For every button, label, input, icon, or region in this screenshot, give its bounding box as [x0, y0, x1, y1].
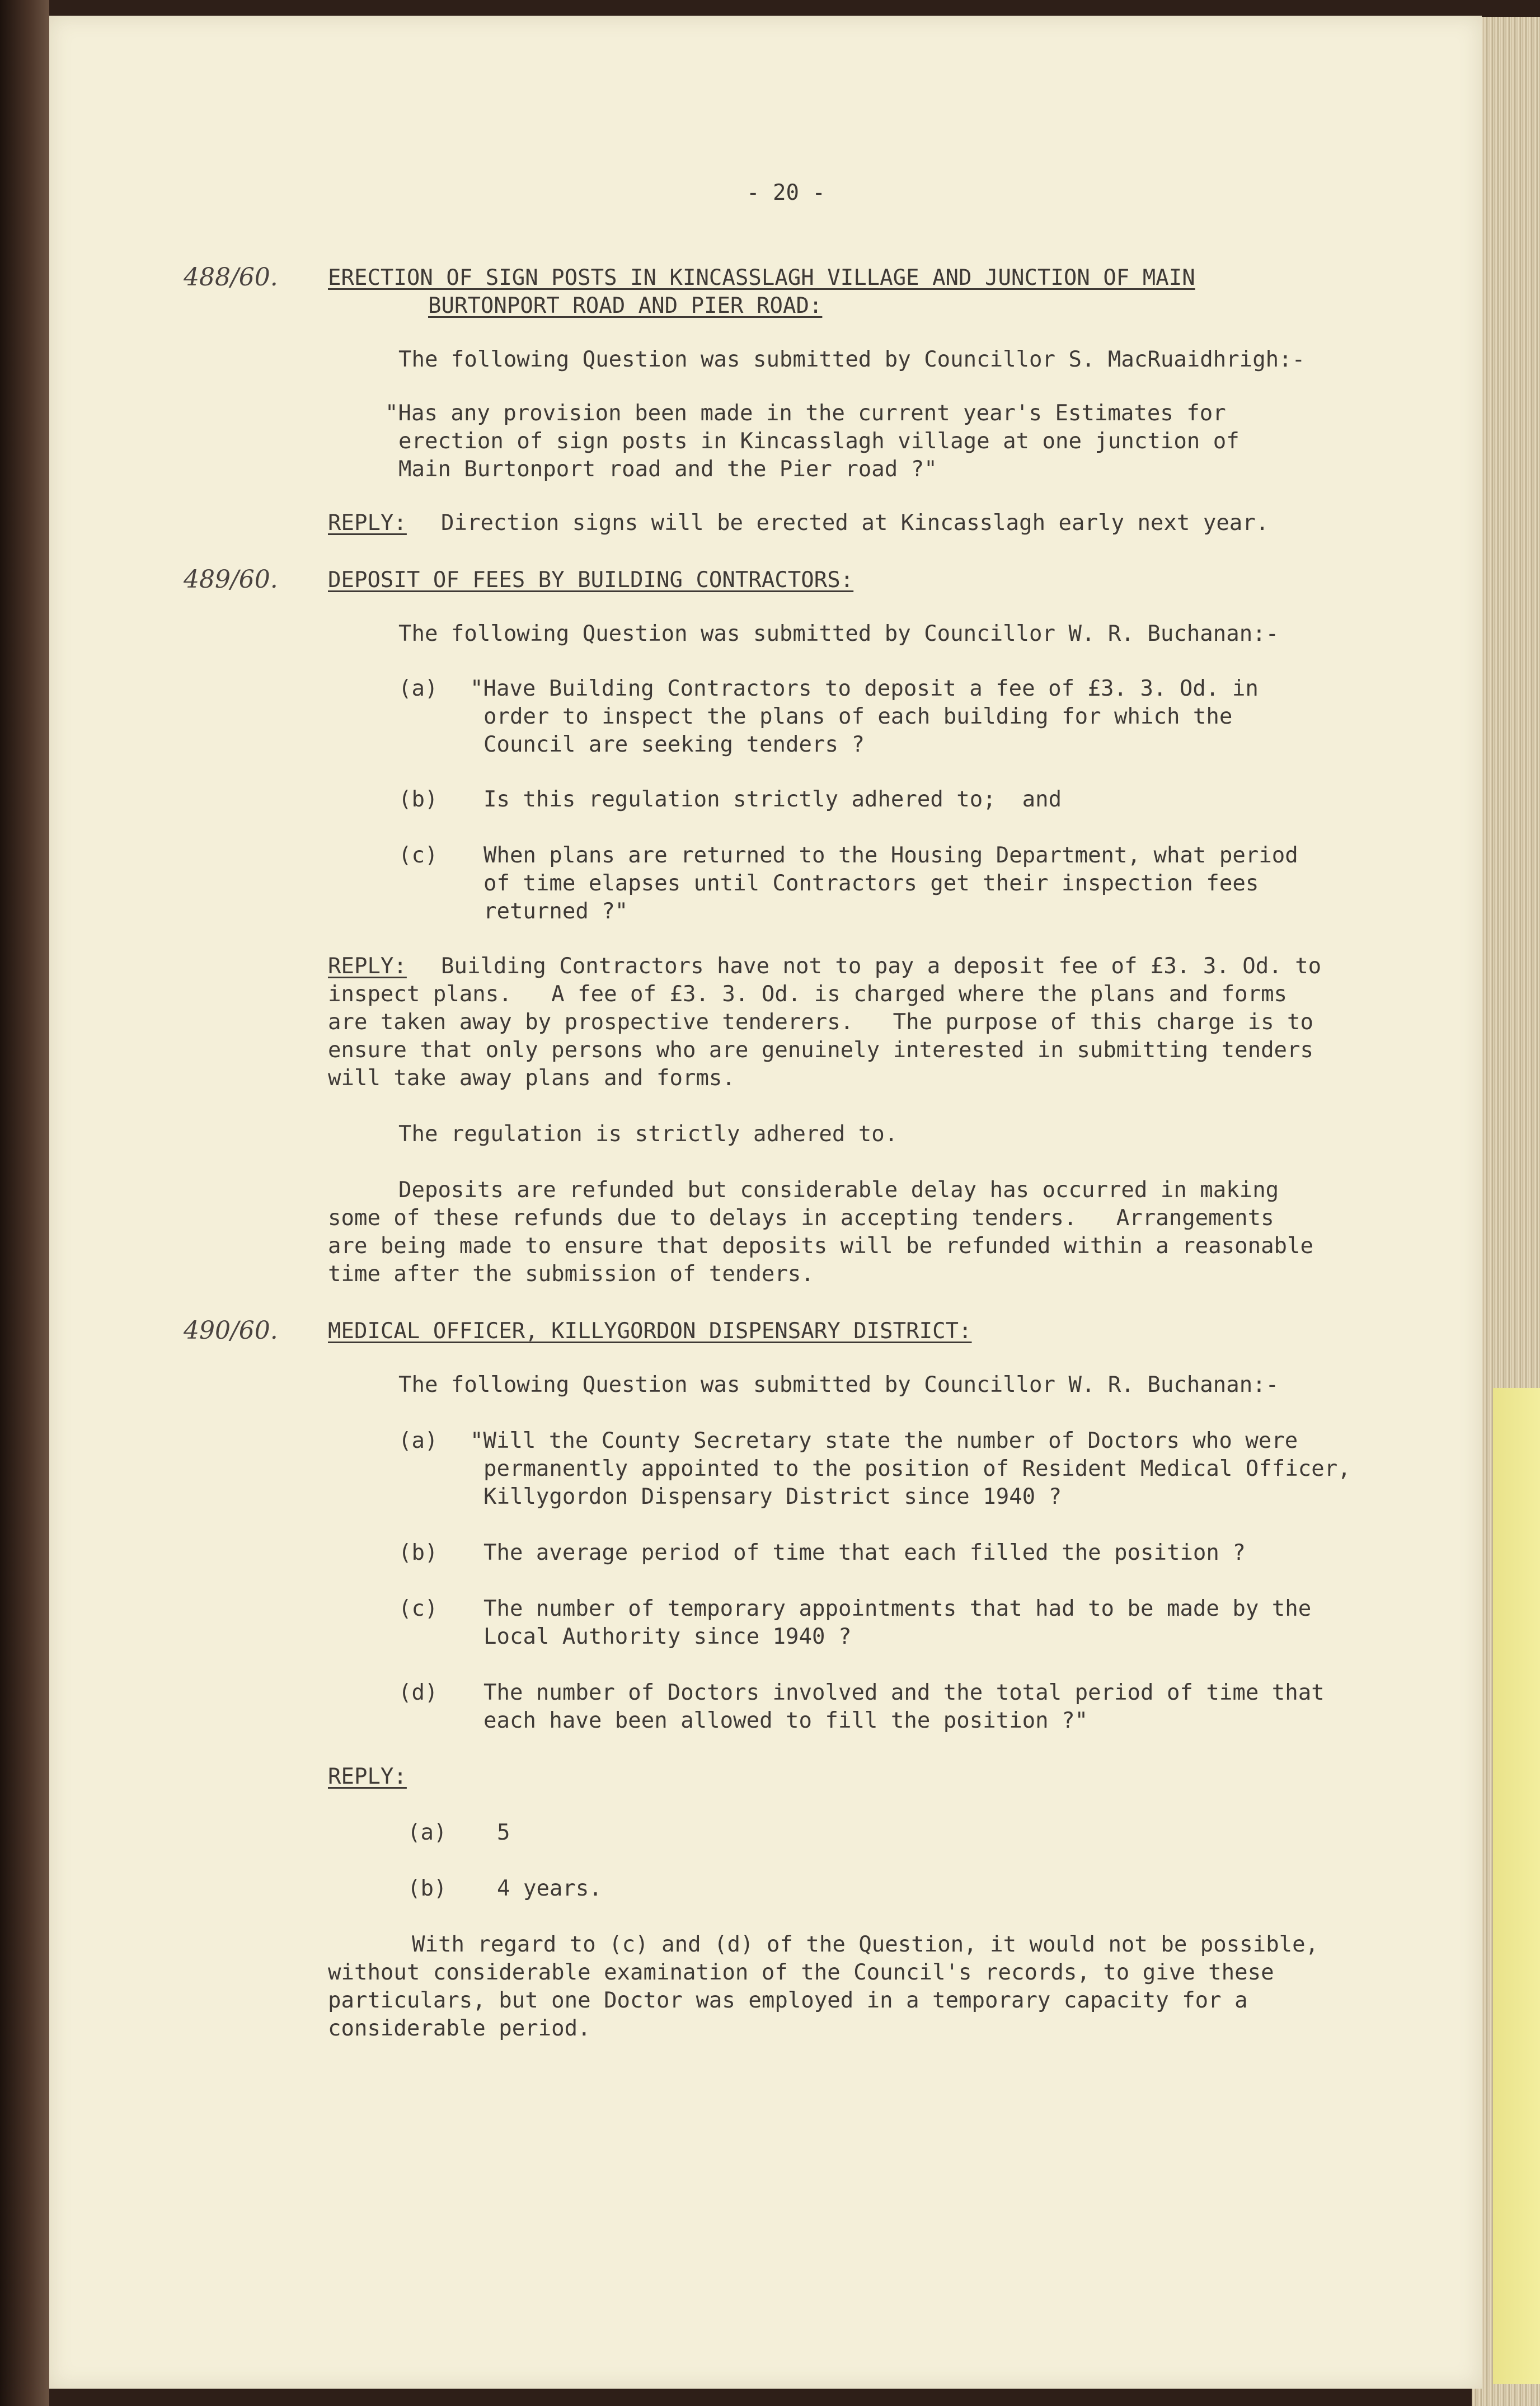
item-heading-490: MEDICAL OFFICER, KILLYGORDON DISPENSARY DISTRICT: — [328, 1319, 972, 1344]
item-intro-489: The following Question was submitted by Councillor W. R. Buchanan:- — [398, 621, 1279, 646]
reply-label: REPLY: — [328, 510, 407, 536]
part-line: Local Authority since 1940 ? — [483, 1624, 852, 1649]
part-label: (b) — [398, 1540, 438, 1565]
reply-line: are taken away by prospective tenderers. The purpose of this charge is to — [328, 1010, 1313, 1035]
part-line: "Have Building Contractors to deposit a fee of £3. 3. Od. in — [470, 676, 1259, 701]
question-line: Main Burtonport road and the Pier road ?" — [398, 457, 937, 482]
item-number-490: 490/60. — [184, 1316, 278, 1345]
closing-line: considerable period. — [328, 2016, 591, 2041]
part-line: Killygordon Dispensary District since 1940 ? — [483, 1484, 1062, 1509]
reply-line: are being made to ensure that deposits will be refunded within a reasonable — [328, 1234, 1313, 1259]
reply-line: some of these refunds due to delays in accepting tenders. Arrangements — [328, 1206, 1274, 1231]
part-line: The average period of time that each filled the position ? — [483, 1540, 1246, 1565]
yellow-page-tab — [1493, 1388, 1540, 2384]
reply-text: Direction signs will be erected at Kincasslagh early next year. — [441, 510, 1269, 536]
part-label: (c) — [398, 843, 438, 868]
book-binding — [0, 0, 49, 2406]
question-line: erection of sign posts in Kincasslagh village at one junction of — [398, 429, 1239, 454]
closing-line: particulars, but one Doctor was employed in a temporary capacity for a — [328, 1988, 1248, 2013]
item-intro-490: The following Question was submitted by Councillor W. R. Buchanan:- — [398, 1372, 1279, 1397]
part-line: The number of temporary appointments that had to be made by the — [483, 1596, 1312, 1621]
part-label: (b) — [398, 787, 438, 812]
part-label: (a) — [398, 1428, 438, 1453]
item-heading-488: ERECTION OF SIGN POSTS IN KINCASSLAGH VILLAGE AND JUNCTION OF MAIN — [328, 265, 1195, 290]
part-line: The number of Doctors involved and the total period of time that — [483, 1680, 1325, 1705]
part-line: each have been allowed to fill the position ?" — [483, 1708, 1088, 1733]
reply-line: time after the submission of tenders. — [328, 1261, 814, 1287]
part-line: order to inspect the plans of each building for which the — [483, 704, 1233, 729]
item-number-488: 488/60. — [184, 263, 278, 292]
item-number-489: 489/60. — [184, 565, 278, 594]
part-label: (d) — [398, 1680, 438, 1705]
reply-label: REPLY: — [328, 1764, 407, 1789]
part-line: Is this regulation strictly adhered to; and — [483, 787, 1062, 812]
part-line: "Will the County Secretary state the number of Doctors who were — [470, 1428, 1298, 1453]
part-label: (c) — [398, 1596, 438, 1621]
part-line: permanently appointed to the position of Resident Medical Officer, — [483, 1456, 1351, 1481]
answer-value: 5 — [497, 1820, 510, 1845]
document-page — [49, 16, 1482, 2389]
answer-label: (a) — [407, 1820, 447, 1845]
reply-line: inspect plans. A fee of £3. 3. Od. is charged where the plans and forms — [328, 982, 1288, 1007]
reply-label: REPLY: — [328, 954, 407, 979]
answer-label: (b) — [407, 1876, 447, 1901]
reply-text: Building Contractors have not to pay a deposit fee of £3. 3. Od. to — [441, 954, 1322, 979]
reply-paragraph: The regulation is strictly adhered to. — [398, 1122, 898, 1147]
part-line: returned ?" — [483, 899, 628, 924]
question-line: "Has any provision been made in the current year's Estimates for — [385, 401, 1226, 426]
item-intro-488: The following Question was submitted by Councillor S. MacRuaidhrigh:- — [398, 347, 1306, 372]
closing-line: With regard to (c) and (d) of the Question, it would not be possible, — [412, 1932, 1319, 1957]
page-number: - 20 - — [746, 180, 825, 205]
reply-line: Deposits are refunded but considerable delay has occurred in making — [398, 1178, 1279, 1203]
answer-value: 4 years. — [497, 1876, 602, 1901]
part-label: (a) — [398, 676, 438, 701]
reply-line: will take away plans and forms. — [328, 1066, 735, 1091]
item-heading-489: DEPOSIT OF FEES BY BUILDING CONTRACTORS: — [328, 568, 854, 593]
reply-line: ensure that only persons who are genuinely interested in submitting tenders — [328, 1038, 1313, 1063]
part-line: When plans are returned to the Housing Department, what period — [483, 843, 1298, 868]
part-line: of time elapses until Contractors get their inspection fees — [483, 871, 1259, 896]
item-heading-488-cont: BURTONPORT ROAD AND PIER ROAD: — [428, 293, 823, 318]
part-line: Council are seeking tenders ? — [483, 732, 865, 757]
closing-line: without considerable examination of the Council's records, to give these — [328, 1960, 1274, 1985]
